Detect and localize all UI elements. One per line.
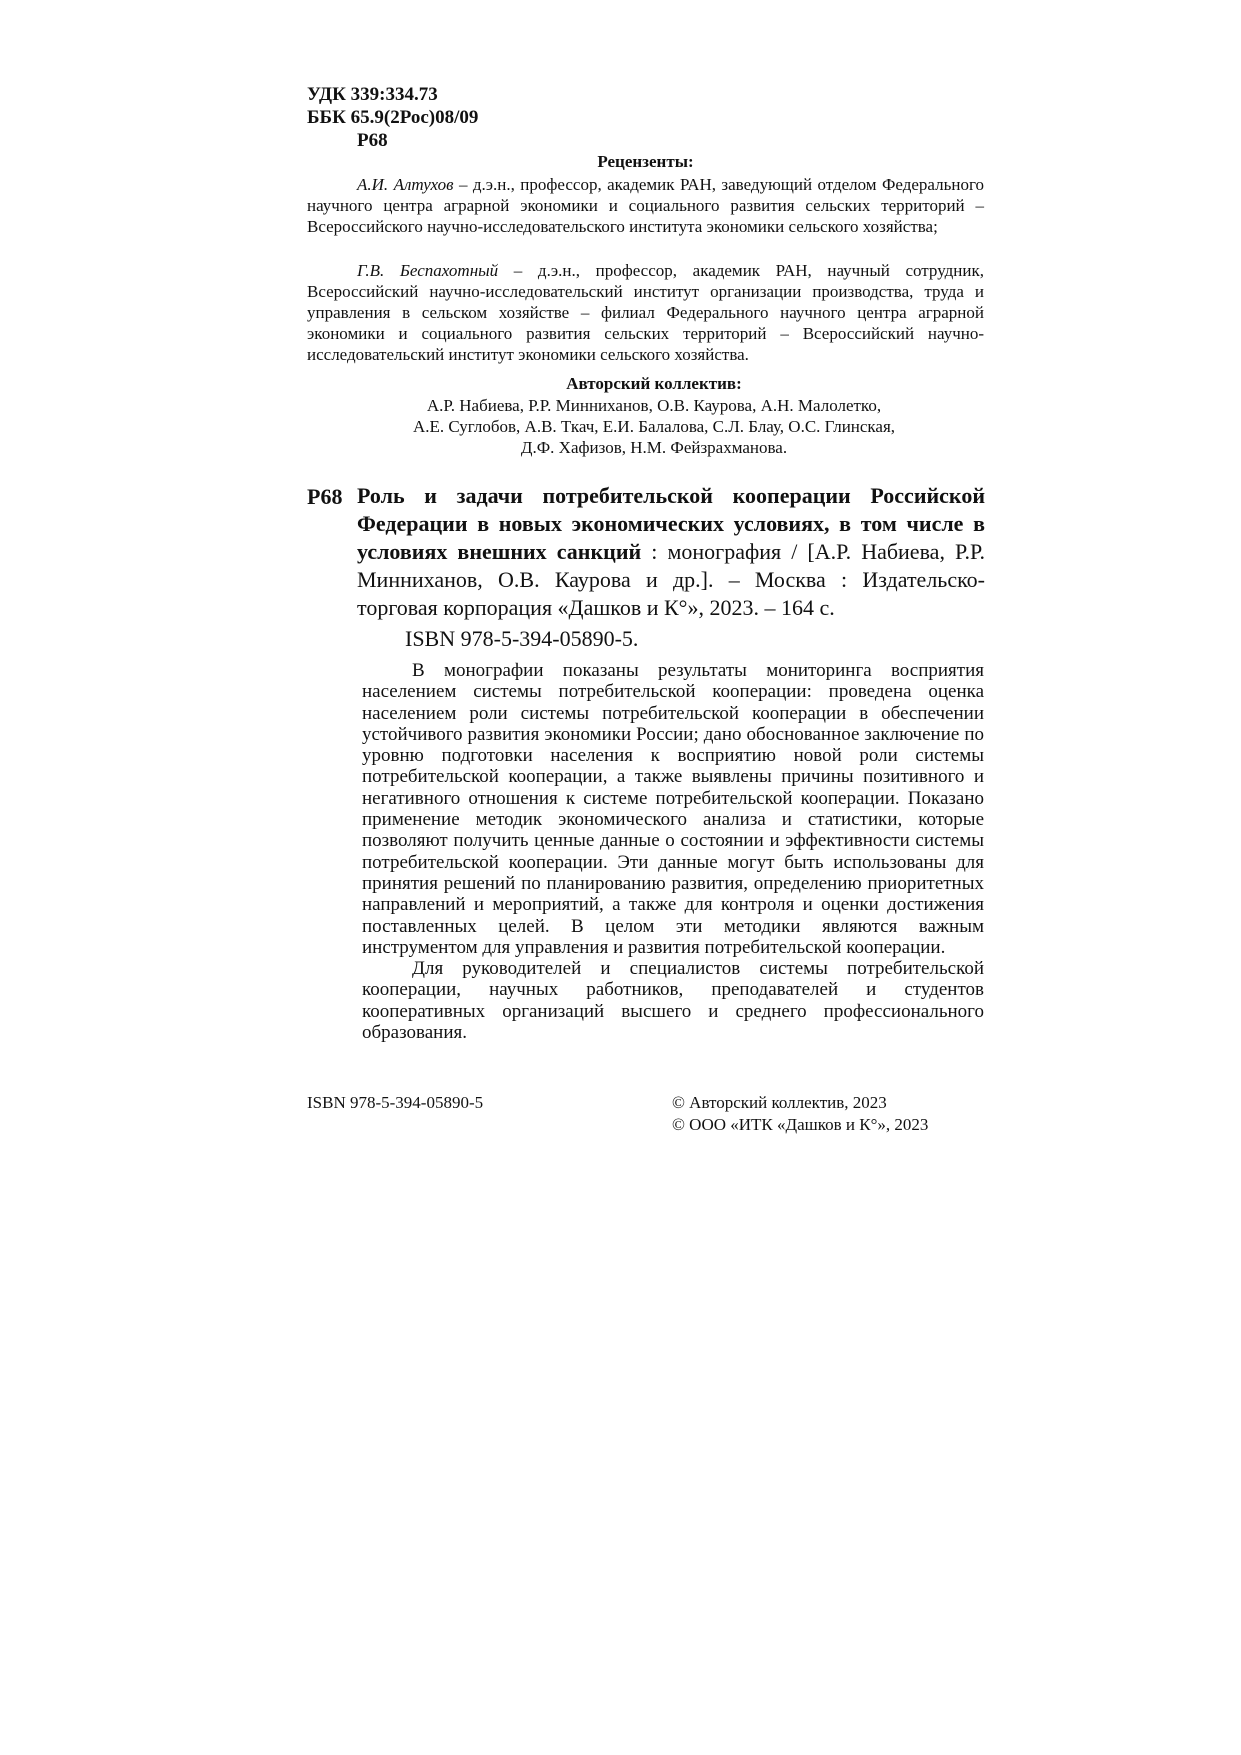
abstract-paragraph-1: В монографии показаны результаты мониторинга восприятия населением системы потребительской кооперации: проведена оценка населением роли системы потребительской кооперации в обеспечении устойчивого развития экономики России; дано обоснованное заключение по уровню подготовки населения к восприятию новой роли системы потребительской кооперации, а также выявлены причины позитивного и негативного отношения к системе потребительской кооперации. Показано применение методик экономического анализа и статистики, которые позволяют получить ценные данные о состоянии и эффективности системы потребительской кооперации. Эти данные могут быть использованы для принятия решений по планированию развития, определению приоритетных направлений и мероприятий, а также для контроля и оценки достижения поставленных целей. В целом эти методики являются важным инструментом для управления и развития потребительской кооперации. — [362, 660, 984, 958]
footer-isbn: ISBN 978-5-394-05890-5 — [307, 1093, 484, 1112]
book-details: : монография / [А.Р. Набиева, Р.Р. Минниханов, О.В. Каурова и др.]. – Москва : Издательско-торговая корпорация «Дашков и К°», 2023. – 164 с. — [357, 539, 985, 620]
book-isbn: ISBN 978-5-394-05890-5. — [405, 626, 639, 651]
book-citation — [357, 482, 985, 622]
reviewer-1-name: А.И. Алтухов — [357, 175, 454, 194]
abstract — [362, 660, 984, 1043]
authors-list — [350, 395, 958, 458]
copyright-publisher: © ООО «ИТК «Дашков и К°», 2023 — [672, 1115, 929, 1134]
authors-line-1: А.Р. Набиева, Р.Р. Минниханов, О.В. Каурова, А.Н. Малолетко, — [426, 396, 882, 415]
bbk-code: ББК 65.9(2Рос)08/09 — [307, 107, 479, 128]
book-author-mark: Р68 — [307, 484, 343, 509]
authors-line-2: А.Е. Суглобов, А.В. Ткач, Е.И. Балалова, С.Л. Блау, О.С. Глинская, — [412, 417, 896, 436]
reviewer-2-text: – д.э.н., профессор, академик РАН, научный сотрудник, Всероссийский научно-исследовательский институт организации производства, труда и управления в сельском хозяйстве – филиал Федерального научного центра аграрной экономики и социального развития сельских территорий – Всероссийский научно-исследовательский институт экономики сельского хозяйства. — [307, 261, 984, 364]
author-mark-code: Р68 — [357, 130, 388, 151]
footer-copyright — [672, 1092, 928, 1136]
reviewers-heading: Рецензенты: — [597, 152, 694, 171]
reviewer-1-text: – д.э.н., профессор, академик РАН, заведующий отделом Федерального научного центра аграрной экономики и социального развития сельских территорий – Всероссийского научно-исследовательского института экономики сельского хозяйства; — [307, 175, 984, 236]
reviewer-1 — [307, 174, 984, 237]
udk-code: УДК 339:334.73 — [307, 84, 438, 105]
authors-line-3: Д.Ф. Хафизов, Н.М. Фейзрахманова. — [520, 438, 788, 457]
classification-codes — [307, 83, 478, 152]
reviewer-2 — [307, 260, 984, 365]
abstract-paragraph-2: Для руководителей и специалистов системы потребительской кооперации, научных работников, преподавателей и студентов кооперативных организаций высшего и среднего профессионального образования. — [362, 958, 984, 1044]
authors-heading: Авторский коллектив: — [566, 374, 742, 393]
reviewer-2-name: Г.В. Беспахотный — [357, 261, 499, 280]
book-title: Роль и задачи потребительской кооперации Российской Федерации в новых экономических условиях, в том числе в условиях внешних санкций — [357, 483, 985, 564]
copyright-authors: © Авторский коллектив, 2023 — [672, 1093, 887, 1112]
